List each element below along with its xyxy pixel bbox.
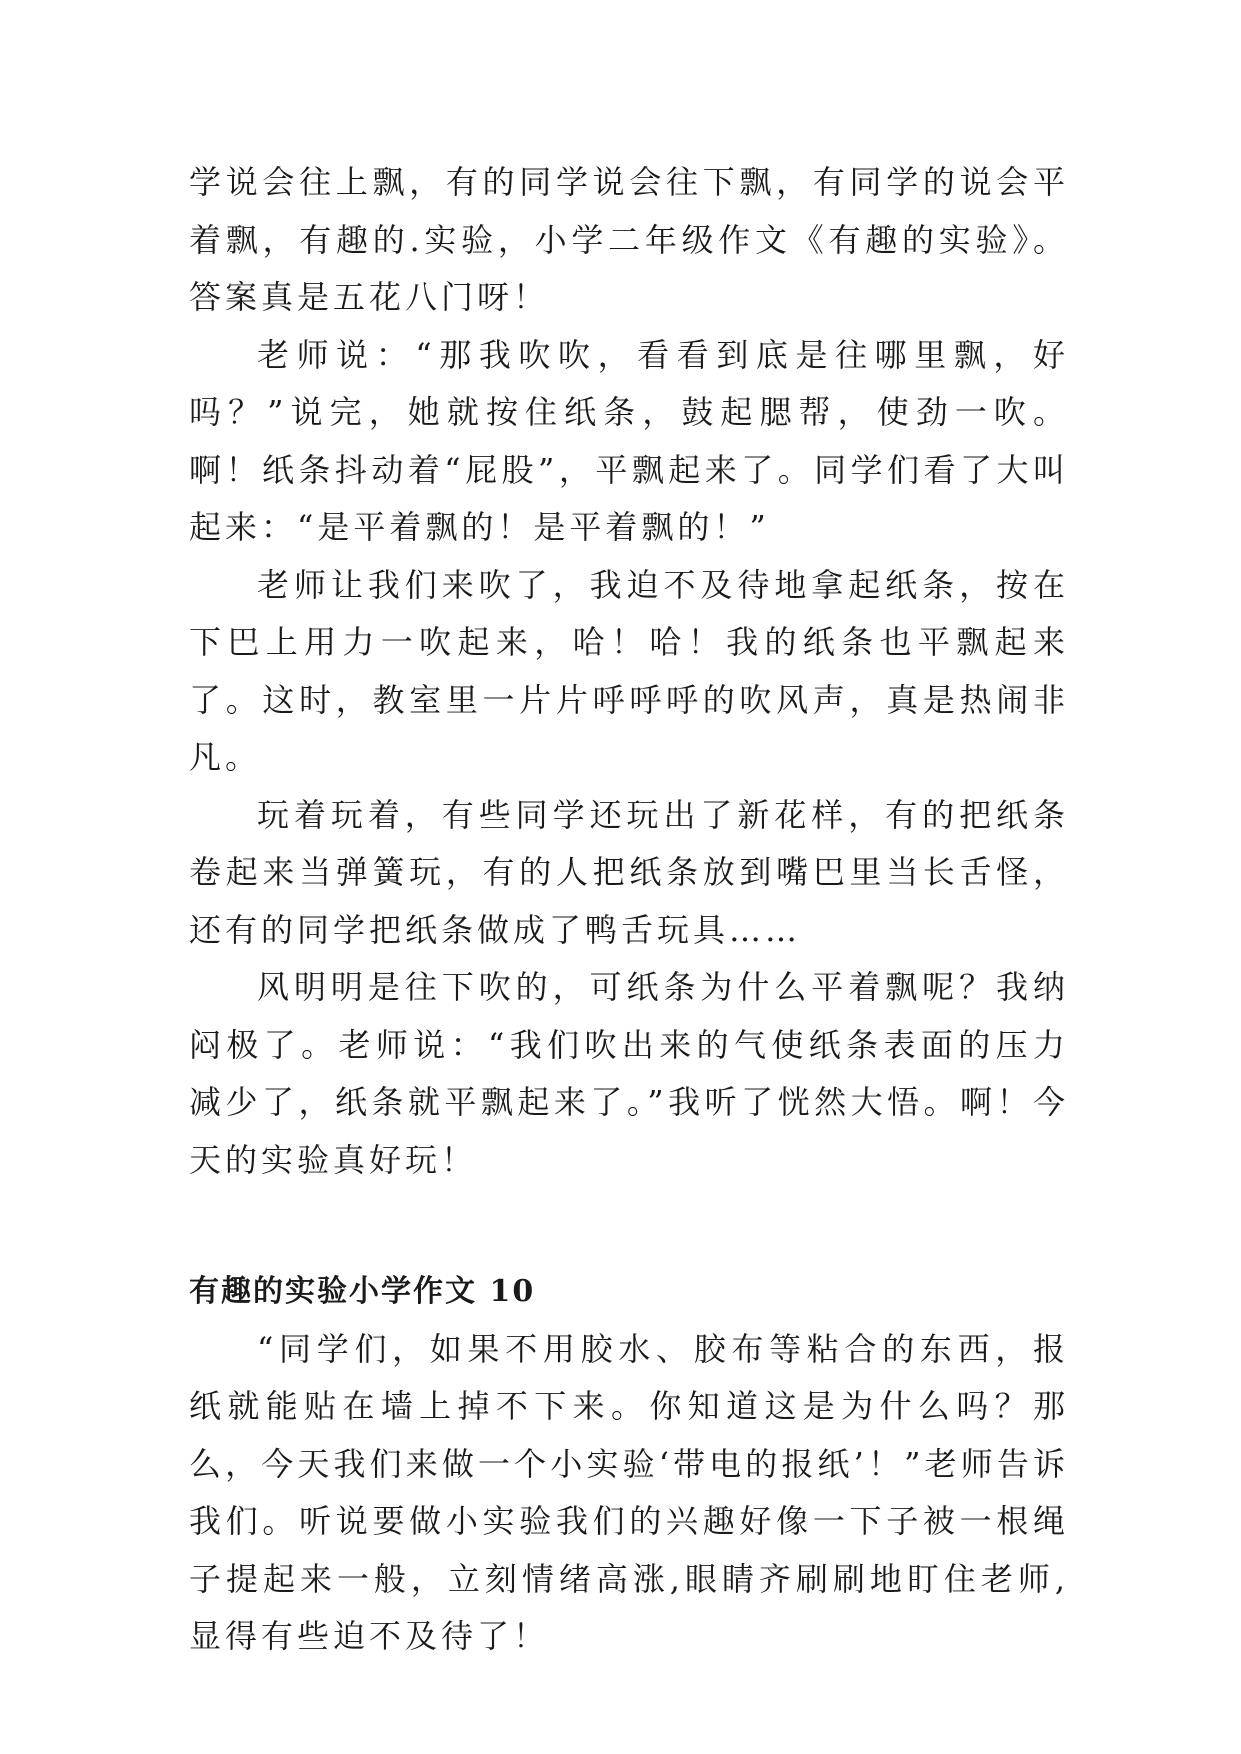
paragraph-5: 风明明是往下吹的，可纸条为什么平着飘呢？我纳闷极了。老师说：“我们吹出来的气使纸条表面的压力减少了，纸条就平飘起来了。”我听了恍然大悟。啊！今天的实验真好玩！ — [189, 968, 1069, 1179]
paragraph-4: 玩着玩着，有些同学还玩出了新花样，有的把纸条卷起来当弹簧玩，有的人把纸条放到嘴巴里当长舌怪，还有的同学把纸条做成了鸭舌玩具…… — [189, 795, 1069, 949]
paragraph-1: 学说会往上飘，有的同学说会往下飘，有同学的说会平着飘，有趣的.实验，小学二年级作文《有趣的实验》。答案真是五花八门呀！ — [189, 163, 1069, 316]
section-gap — [189, 1189, 1069, 1263]
paragraph-2: 老师说：“那我吹吹，看看到底是往哪里飘，好吗？”说完，她就按住纸条，鼓起腮帮，使劲一吹。啊！纸条抖动着“屁股”，平飘起来了。同学们看了大叫起来：“是平着飘的！是平着飘的！” — [189, 335, 1069, 546]
paragraph-3: 老师让我们来吹了，我迫不及待地拿起纸条，按在下巴上用力一吹起来，哈！哈！我的纸条也平飘起来了。这时，教室里一片片呼呼呼的吹风声，真是热闹非凡。 — [189, 565, 1069, 776]
section-title: 有趣的实验小学作文 10 — [189, 1274, 536, 1309]
paragraph-6: “同学们，如果不用胶水、胶布等粘合的东西，报纸就能贴在墙上掉不下来。你知道这是为什么吗？那么，今天我们来做一个小实验‘带电的报纸’！”老师告诉我们。听说要做小实验我们的兴趣好像一下子被一根绳子提起来一般，立刻情绪高涨,眼睛齐刷刷地盯住老师,显得有些迫不及待了！ — [189, 1329, 1069, 1655]
document-page — [189, 154, 1069, 1666]
